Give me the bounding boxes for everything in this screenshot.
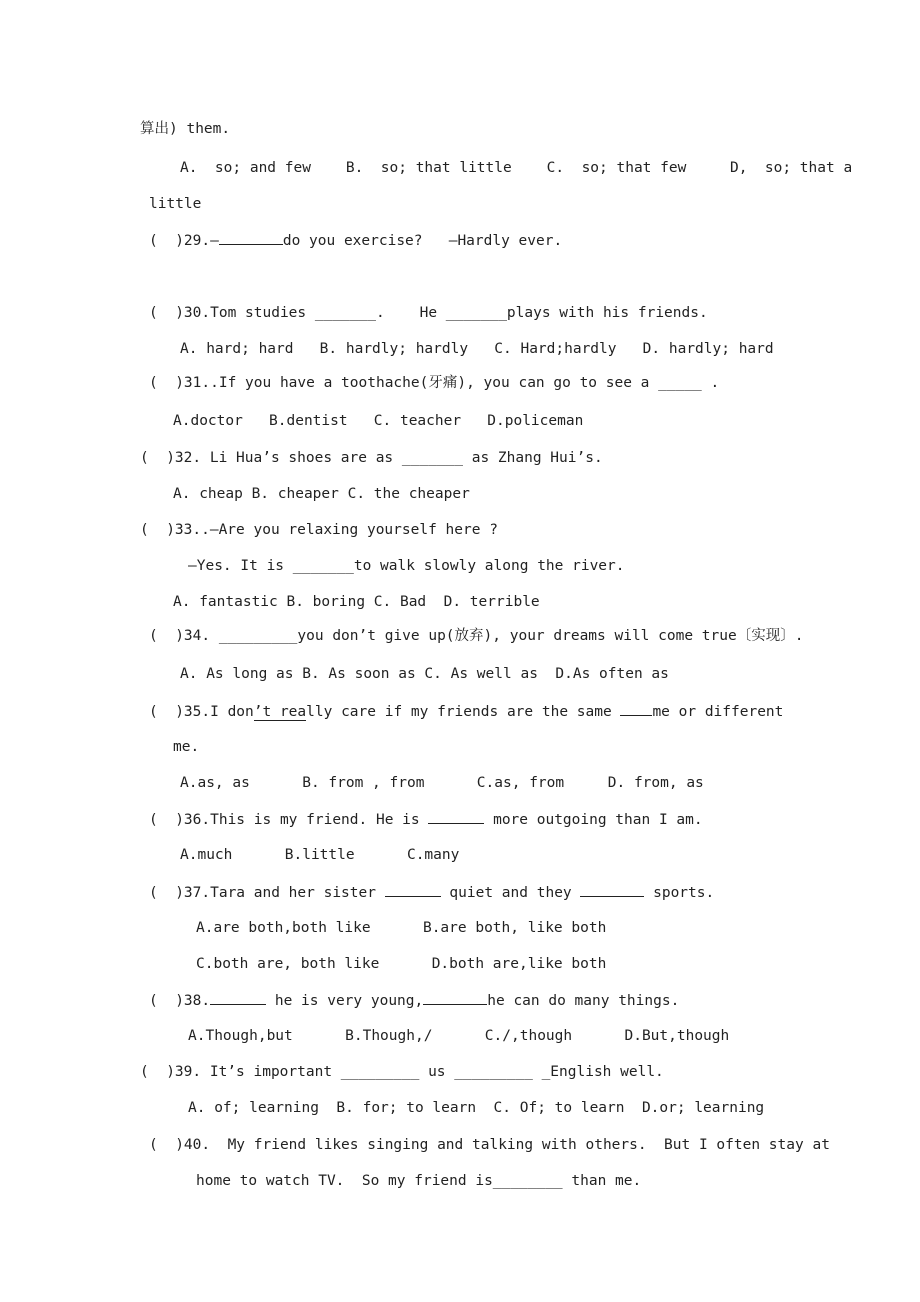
answer-blank [423,991,487,1005]
question-30: ( )30.Tom studies _______. He _______plays with his friends. [149,305,708,321]
q28-options: A. so; and few B. so; that little C. so; that few D, so; that a [180,160,853,176]
q36-options: A.much B.little C.many [180,847,460,863]
q33-dialogue: —Yes. It is _______to walk slowly along the river. [188,558,625,574]
underlined-text: ’t rea [253,704,307,720]
q37-options-ab: A.are both,both like B.are both, like both [196,920,607,936]
q35-options: A.as, as B. from , from C.as, from D. from, as [180,775,704,791]
q34-options: A. As long as B. As soon as C. As well as D.As often as [180,666,669,682]
question-37: ( )37.Tara and her sister quiet and they sports. [149,885,715,901]
answer-blank [385,883,441,897]
answer-blank [219,231,283,245]
question-33: ( )33..—Are you relaxing yourself here ? [140,522,498,538]
question-40-cont: home to watch TV. So my friend is________ than me. [196,1173,642,1189]
q28-options-cont: little [149,196,202,212]
line-28-end: 算出) them. [140,121,231,137]
q38-options: A.Though,but B.Though,/ C./,though D.But,though [188,1028,730,1044]
question-32: ( )32. Li Hua’s shoes are as _______ as Zhang Hui’s. [140,450,603,466]
q33-options: A. fantastic B. boring C. Bad D. terrible [173,594,540,610]
question-39: ( )39. It’s important _________ us _________ _English well. [140,1064,664,1080]
question-40: ( )40. My friend likes singing and talking with others. But I often stay at [149,1137,830,1153]
question-35: ( )35.I don’t really care if my friends are the same me or different [149,704,784,720]
answer-blank [580,883,644,897]
answer-blank [210,991,266,1005]
question-38: ( )38. he is very young, he can do many things. [149,993,680,1009]
answer-blank [428,810,484,824]
q31-options: A.doctor B.dentist C. teacher D.policeman [173,413,584,429]
question-36: ( )36.This is my friend. He is more outgoing than I am. [149,812,703,828]
q37-options-cd: C.both are, both like D.both are,like both [196,956,607,972]
q32-options: A. cheap B. cheaper C. the cheaper [173,486,470,502]
q35-cont: me. [173,739,200,755]
q30-options: A. hard; hard B. hardly; hardly C. Hard;hardly D. hardly; hard [180,341,774,357]
question-34: ( )34. _________you don’t give up(放弃), your dreams will come true〔实现〕. [149,628,804,644]
question-29: ( )29.— do you exercise? —Hardly ever. [149,233,563,249]
q39-options: A. of; learning B. for; to learn C. Of; to learn D.or; learning [188,1100,765,1116]
answer-blank [620,702,652,716]
question-31: ( )31..If you have a toothache(牙痛), you can go to see a _____ . [149,375,720,391]
